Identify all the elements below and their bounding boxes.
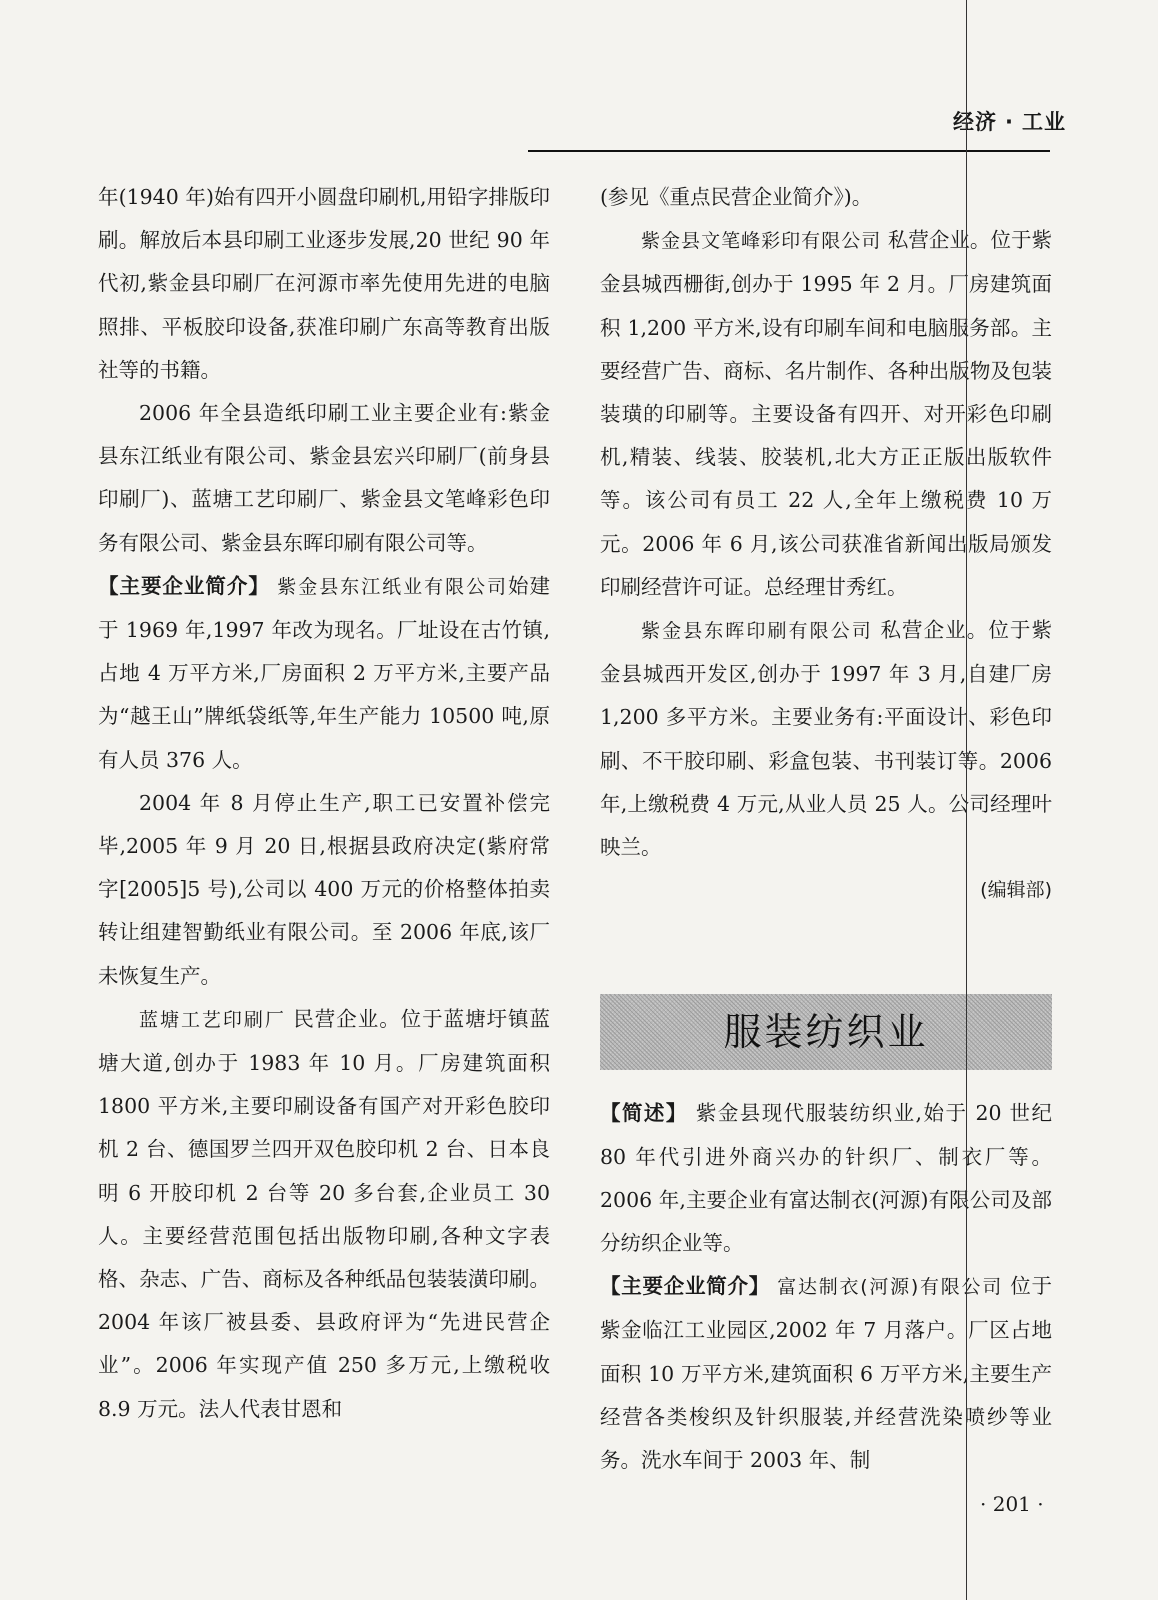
paragraph-wenbifeng <box>600 219 1052 609</box>
header-rule <box>528 150 1050 152</box>
header-section: 经济 <box>953 110 998 134</box>
paragraph-text: 民营企业。位于蓝塘圩镇蓝塘大道,创办于 1983 年 10 月。厂房建筑面积 1800 平方米,主要印刷设备有国产对开彩色胶印机 2 台、德国罗兰四开双色胶印机 2 台、日本良明 6 开胶印机 2 台等 20 多台套,企业员工 30 人。主要经营范围包括出版物印刷,各种文字表格、杂志、广告、商标及各种纸品包装装潢印刷。2004 年该厂被县委、县政府评为“先进民营企业”。2006 年实现产值 250 多万元,上缴税收 8.9 万元。法人代表甘恩和 <box>98 1006 550 1421</box>
paragraph-lantang-printing <box>98 998 550 1431</box>
company-name: 蓝塘工艺印刷厂 <box>139 1008 286 1031</box>
section-title-banner <box>600 994 1052 1070</box>
company-name: 紫金县文笔峰彩印有限公司 <box>641 230 882 253</box>
section-label: 【主要企业简介】 <box>600 1274 770 1299</box>
left-column <box>98 176 550 1431</box>
paragraph-dongjiang-paper <box>98 565 550 782</box>
paragraph-major-enterprises: 2006 年全县造纸印刷工业主要企业有:紫金县东江纸业有限公司、紫金县宏兴印刷厂(前身县印刷厂)、蓝塘工艺印刷厂、紫金县文笔峰彩色印务有限公司、紫金县东晖印刷有限公司等。 <box>98 401 550 555</box>
company-name: 紫金县东晖印刷有限公司 <box>641 620 873 643</box>
company-name: 紫金县东江纸业有限公司 <box>277 575 509 598</box>
header-subsection: 工业 <box>1022 110 1066 134</box>
scan-binding-line <box>966 0 967 1600</box>
page-number: · 201 · <box>980 1492 1044 1516</box>
paragraph-text: 私营企业。位于紫金县城西栅街,创办于 1995 年 2 月。厂房建筑面积 1,200 平方米,设有印刷车间和电脑服务部。主要经营广告、商标、名片制作、各种出版物及包装装璜的印刷等。主要设备有四开、对开彩色印刷机,精装、线装、胶装机,北大方正正版出版软件等。该公司有员工 22 人,全年上缴税费 10 万元。2006 年 6 月,该公司获准省新闻出版局颁发印刷经营许可证。总经理甘秀红。 <box>600 228 1052 599</box>
editor-note: (编辑部) <box>980 879 1052 902</box>
running-header <box>953 106 1066 136</box>
right-column <box>600 176 1052 1482</box>
paragraph-fuda <box>600 1265 1052 1482</box>
section-label: 【主要企业简介】 <box>98 573 270 598</box>
section-title: 服装纺织业 <box>723 1009 929 1054</box>
paragraph-printing-history: 年(1940 年)始有四开小圆盘印刷机,用铅字排版印刷。解放后本县印刷工业逐步发展,20 世纪 90 年代初,紫金县印刷厂在河源市率先使用先进的电脑照排、平板胶印设备,获准印刷广东高等教育出版社等的书籍。 <box>98 185 550 382</box>
paragraph-text: 私营企业。位于紫金县城西开发区,创办于 1997 年 3 月,自建厂房 1,200 多平方米。主要业务有:平面设计、彩色印刷、不干胶印刷、彩盒包装、书刊装订等。2006 年,上缴税费 4 万元,从业人员 25 人。公司经理叶映兰。 <box>600 618 1052 860</box>
section-label: 【简述】 <box>600 1101 688 1126</box>
paragraph-text: 紫金县现代服装纺织业,始于 20 世纪 80 年代引进外商兴办的针织厂、制衣厂等。2006 年,主要企业有富达制衣(河源)有限公司及部分纺织企业等。 <box>600 1101 1052 1256</box>
paragraph-text: 始建于 1969 年,1997 年改为现名。厂址设在古竹镇,占地 4 万平方米,厂房面积 2 万平方米,主要产品为“越王山”牌纸袋纸等,年生产能力 10500 吨,原有人员 376 人。 <box>98 573 550 772</box>
company-name: 富达制衣(河源)有限公司 <box>777 1276 1003 1299</box>
paragraph-overview <box>600 1092 1052 1265</box>
header-separator: · <box>1005 110 1014 134</box>
paragraph-auction: 2004 年 8 月停止生产,职工已安置补偿完毕,2005 年 9 月 20 日,根据县政府决定(紫府常字[2005]5 号),公司以 400 万元的价格整体拍卖转让组建智勤纸业有限公司。至 2006 年底,该厂未恢复生产。 <box>98 790 550 988</box>
paragraph-text: 位于紫金临江工业园区,2002 年 7 月落户。厂区占地面积 10 万平方米,建筑面积 6 万平方米,主要生产经营各类梭织及针织服装,并经营洗染喷纱等业务。洗水车间于 2003 年、制 <box>600 1274 1052 1473</box>
paragraph-reference: (参见《重点民营企业简介》)。 <box>600 185 873 209</box>
paragraph-donghui <box>600 609 1052 869</box>
